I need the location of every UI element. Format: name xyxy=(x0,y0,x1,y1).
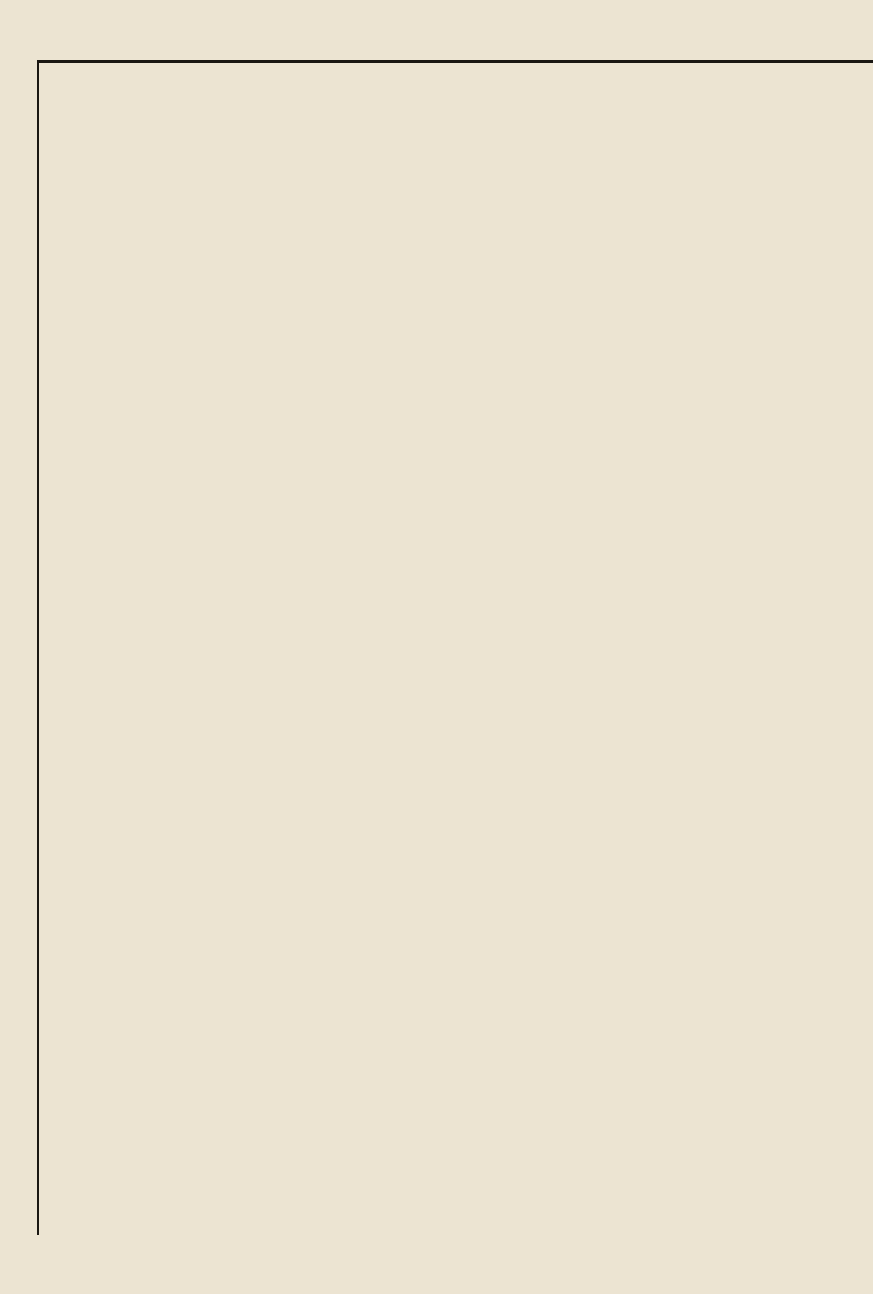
header-col15 xyxy=(716,62,756,262)
